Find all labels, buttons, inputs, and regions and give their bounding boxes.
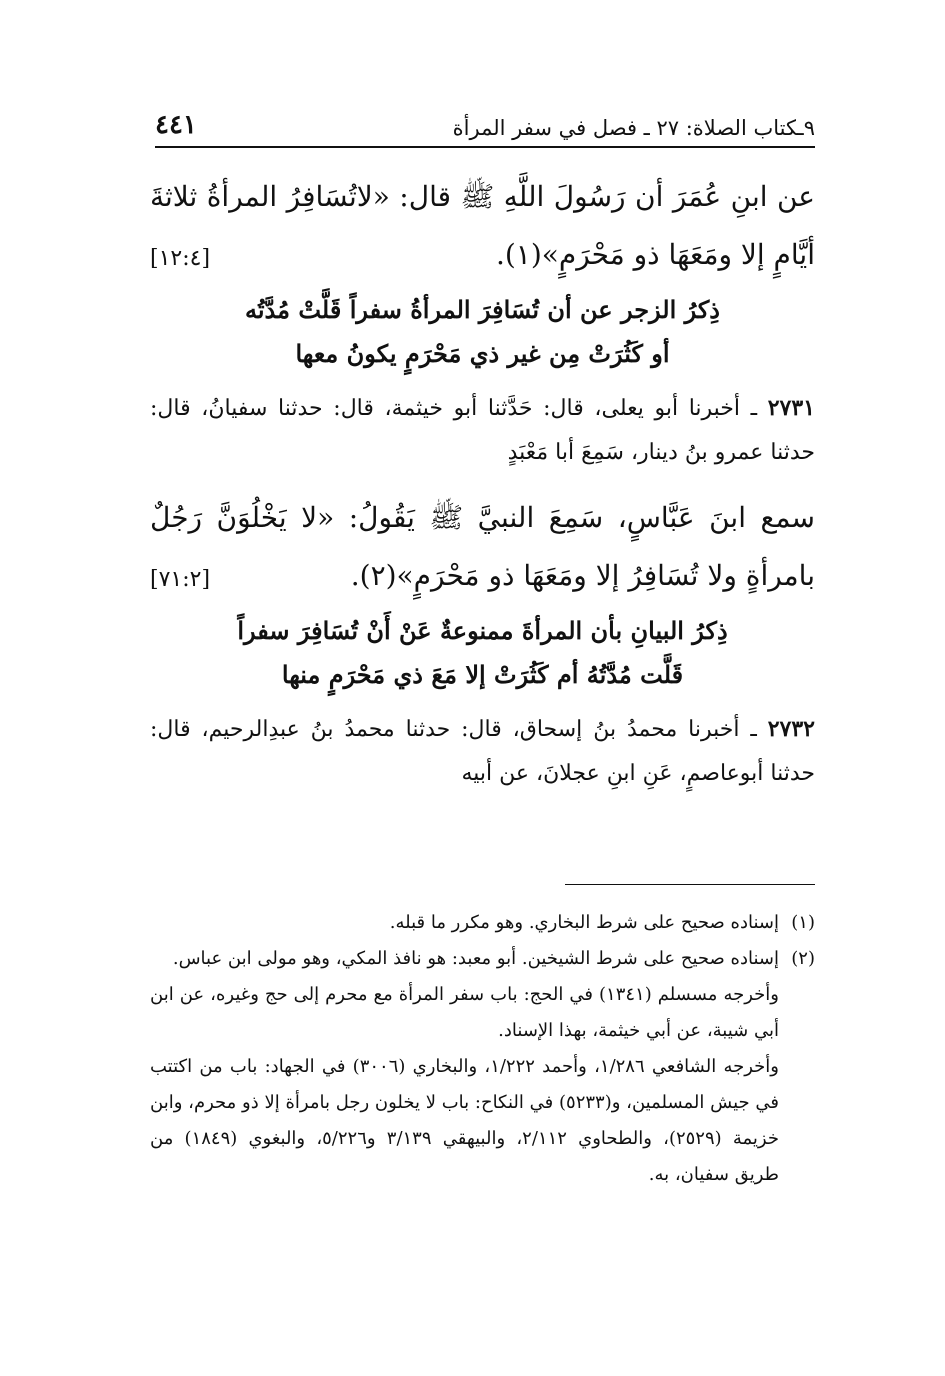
heading-line: ذِكرُ البيانِ بأن المرأةَ ممنوعةٌ عَنْ أَنْ تُسَافِرَ سفراً (237, 616, 728, 645)
hadith-number: ٢٧٣٢ (767, 716, 815, 742)
footnote-number: (١) (791, 912, 815, 933)
hadith-reference-1: [١٢:٤] (150, 246, 211, 271)
running-head: ٩ـكتاب الصلاة: ٢٧ ـ فصل في سفر المرأة (452, 116, 815, 140)
isnad-2731: ٢٧٣١ ـ أخبرنا أبو يعلى، قال: حَدَّثنا أبو خيثمة، قال: حدثنا سفيانُ، قال: حدثنا عمرو بنُ دينار، سَمِعَ أبا مَعْبَدٍ (150, 395, 815, 465)
footnote-1: (١)إسناده صحيح على شرط البخاري. وهو مكرر ما قبله. (150, 905, 815, 941)
main-text (150, 168, 815, 810)
heading-line: أو كَثُرَتْ مِن غير ذي مَحْرَمٍ يكونُ معها (295, 339, 670, 368)
isnad-2732: ٢٧٣٢ ـ أخبرنا محمدُ بنُ إسحاق، قال: حدثنا محمدُ بنُ عبدِالرحيم، قال: حدثنا أبوعاصمٍ، عَنِ ابنِ عجلانَ، عن أبيه (150, 716, 815, 786)
page-number: ٤٤١ (155, 110, 197, 140)
footnote-2-continuation: وأخرجه الشافعي ١/٢٨٦، وأحمد ١/٢٢٢، والبخاري (٣٠٠٦) في الجهاد: باب من اكتتب في جيش المسلمين، و(٥٢٣٣) في النكاح: باب لا يخلون رجل بامرأة إلا ذو محرم، وابن خزيمة (٢٥٢٩)، والطحاوي ٢/١١٢، والبيهقي ٣/١٣٩ و٥/٢٢٦، والبغوي (١٨٤٩) من طريق سفيان، به. (150, 1056, 779, 1185)
footnote-2: (٢)إسناده صحيح على شرط الشيخين. أبو معبد: هو نافذ المكي، وهو مولى ابن عباس. (150, 941, 815, 977)
hadith-number: ٢٧٣١ (767, 395, 815, 421)
footnotes (150, 905, 815, 1193)
hadith-text-1: عن ابنِ عُمَرَ أن رَسُولَ اللَّهِ ﷺ قال: «لاتُسَافِرُ المرأةُ ثلاثةَ أيَّامٍ إلا ومَعَهَا ذو مَحْرَمٍ»(١). [١٢:٤] (150, 168, 815, 284)
heading-line: قَلَّت مُدَّتُهُ أم كَثُرَتْ إلا مَعَ ذي مَحْرَمٍ منها (281, 660, 684, 689)
hadith-text-2: سمع ابنَ عَبَّاسٍ، سَمِعَ النبيَّ ﷺ يَقُولُ: «لا يَخْلُوَنَّ رَجُلٌ بامرأةٍ ولا تُسَافِرُ إلا ومَعَهَا ذو مَحْرَمٍ»(٢). [٧١:٢] (150, 489, 815, 605)
page-header (155, 100, 815, 148)
chapter-heading-1 (150, 288, 815, 376)
footnote-separator (565, 884, 815, 885)
chapter-heading-2 (150, 609, 815, 697)
heading-line: ذِكرُ الزجر عن أن تُسَافِرَ المرأةُ سفراً قَلَّتْ مُدَّتُه (245, 295, 720, 324)
hadith-reference-2: [٧١:٢] (150, 567, 211, 592)
footnote-2-continuation: وأخرجه مسسلم (١٣٤١) في الحج: باب سفر المرأة مع محرم إلى حج وغيره، عن ابن أبي شيبة، عن أبي خيثمة، بهذا الإسناد. (150, 984, 779, 1041)
footnote-number: (٢) (791, 948, 815, 969)
